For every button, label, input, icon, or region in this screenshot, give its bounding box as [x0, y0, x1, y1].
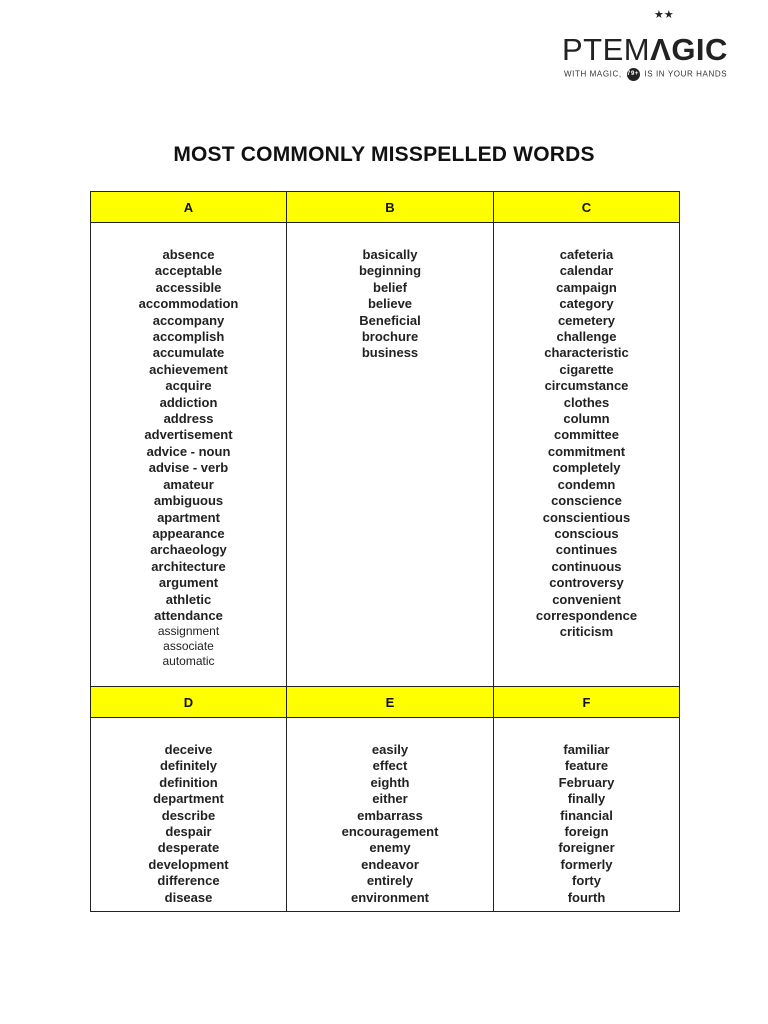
header-row-2 [91, 687, 680, 718]
word-item: calendar [559, 263, 614, 279]
word-item: development [148, 856, 229, 872]
words-row-1 [91, 223, 680, 687]
word-item: describe [161, 807, 216, 823]
word-list-c [494, 247, 679, 641]
word-item: business [361, 345, 419, 361]
word-item: easily [371, 742, 409, 757]
word-item: foreigner [558, 840, 615, 856]
column-f [494, 718, 680, 912]
word-item: accompany [152, 312, 225, 328]
logo-tagline [564, 68, 727, 81]
word-item: fourth [567, 889, 606, 905]
word-item: familiar [563, 742, 610, 757]
word-item: automatic [162, 654, 215, 669]
word-item: belief [373, 279, 407, 295]
word-item: controversy [549, 575, 624, 591]
header-row-1 [91, 192, 680, 223]
logo-wordmark [562, 32, 728, 68]
column-d [91, 718, 287, 912]
header-d: D [91, 687, 287, 718]
word-item: desperate [157, 840, 220, 856]
column-a [91, 223, 287, 687]
word-item: criticism [559, 624, 614, 640]
word-item: endeavor [361, 856, 419, 872]
word-item: category [559, 296, 614, 312]
word-item: assignment [157, 624, 220, 639]
logo-name-part1: PTEM [562, 32, 651, 67]
word-item: definitely [159, 758, 218, 774]
word-list-d [91, 742, 286, 906]
word-item: deceive [164, 742, 213, 757]
word-item: acceptable [154, 263, 223, 279]
word-item: beginning [358, 263, 422, 279]
word-item: basically [362, 247, 418, 262]
column-b [287, 223, 494, 687]
word-item: ambiguous [153, 493, 224, 509]
word-item: continuous [551, 558, 622, 574]
word-item: convenient [552, 591, 621, 607]
word-item: architecture [151, 558, 226, 574]
word-item: advise - verb [148, 460, 229, 476]
pte-magic-logo [562, 10, 742, 80]
word-item: forty [572, 873, 601, 889]
word-item: athletic [165, 591, 212, 607]
word-item: characteristic [544, 345, 629, 361]
word-item: completely [552, 460, 621, 476]
word-item: challenge [556, 329, 617, 345]
word-item: environment [350, 889, 429, 905]
word-item: appearance [152, 525, 225, 541]
word-item: accumulate [152, 345, 225, 361]
stars-icon: ★★ [654, 9, 674, 21]
logo-a-glyph: Λ [650, 32, 672, 67]
word-item: February [558, 774, 615, 790]
word-item: either [372, 791, 408, 807]
word-item: accessible [155, 279, 222, 295]
word-item: condemn [557, 476, 616, 492]
word-list-e [287, 742, 493, 906]
logo-name-part2: GIC [671, 32, 728, 67]
word-item: advertisement [144, 427, 233, 443]
word-item: continues [555, 542, 618, 558]
word-item: correspondence [535, 607, 638, 623]
word-item: cafeteria [559, 247, 614, 262]
tagline-part2: IS IN YOUR HANDS [644, 69, 728, 79]
word-item: accomplish [152, 329, 225, 345]
word-item: absence [162, 247, 215, 262]
header-c: C [494, 192, 680, 223]
word-item: accommodation [138, 296, 239, 312]
word-item: Beneficial [359, 312, 421, 328]
word-item: despair [165, 824, 212, 840]
word-list-b [287, 247, 493, 362]
word-item: attendance [154, 607, 223, 623]
word-item: circumstance [544, 378, 629, 394]
words-table [90, 191, 680, 912]
column-e [287, 718, 494, 912]
word-item: department [153, 791, 224, 807]
column-c [494, 223, 680, 687]
word-item: apartment [157, 509, 220, 525]
header-b: B [287, 192, 494, 223]
word-item: financial [560, 807, 613, 823]
word-item: formerly [560, 856, 613, 872]
word-item: advice - noun [146, 443, 231, 459]
word-item: campaign [556, 279, 617, 295]
words-row-2 [91, 718, 680, 912]
word-item: believe [367, 296, 413, 312]
word-item: amateur [163, 476, 214, 492]
word-item: feature [564, 758, 609, 774]
header-f: F [494, 687, 680, 718]
word-item: foreign [564, 824, 609, 840]
word-item: associate [163, 639, 214, 654]
word-item: definition [159, 774, 218, 790]
page-title: MOST COMMONLY MISSPELLED WORDS [173, 143, 595, 166]
word-list-a-extra [91, 624, 286, 669]
word-list-a [91, 247, 286, 624]
word-item: argument [158, 575, 219, 591]
word-item: finally [567, 791, 606, 807]
tagline-part1: WITH MAGIC, [564, 69, 622, 79]
word-item: archaeology [150, 542, 227, 558]
header-e: E [287, 687, 494, 718]
word-item: conscience [551, 493, 622, 509]
word-item: cemetery [557, 312, 616, 328]
word-list-f [494, 742, 679, 906]
word-item: commitment [547, 443, 626, 459]
word-item: eighth [370, 774, 410, 790]
word-item: enemy [369, 840, 411, 856]
word-item: acquire [165, 378, 212, 394]
word-item: conscious [554, 525, 619, 541]
word-item: difference [157, 873, 220, 889]
word-item: disease [164, 889, 213, 905]
word-item: column [563, 411, 610, 427]
word-item: conscientious [542, 509, 631, 525]
word-item: cigarette [559, 361, 614, 377]
word-item: encouragement [341, 824, 439, 840]
word-item: achievement [149, 361, 228, 377]
word-item: brochure [361, 329, 419, 345]
score-badge: 79+ [627, 68, 640, 81]
word-item: address [163, 411, 214, 427]
word-item: effect [372, 758, 408, 774]
word-item: addiction [159, 394, 218, 410]
word-item: clothes [563, 394, 610, 410]
word-item: entirely [366, 873, 414, 889]
word-item: committee [553, 427, 620, 443]
word-item: embarrass [357, 807, 423, 823]
header-a: A [91, 192, 287, 223]
